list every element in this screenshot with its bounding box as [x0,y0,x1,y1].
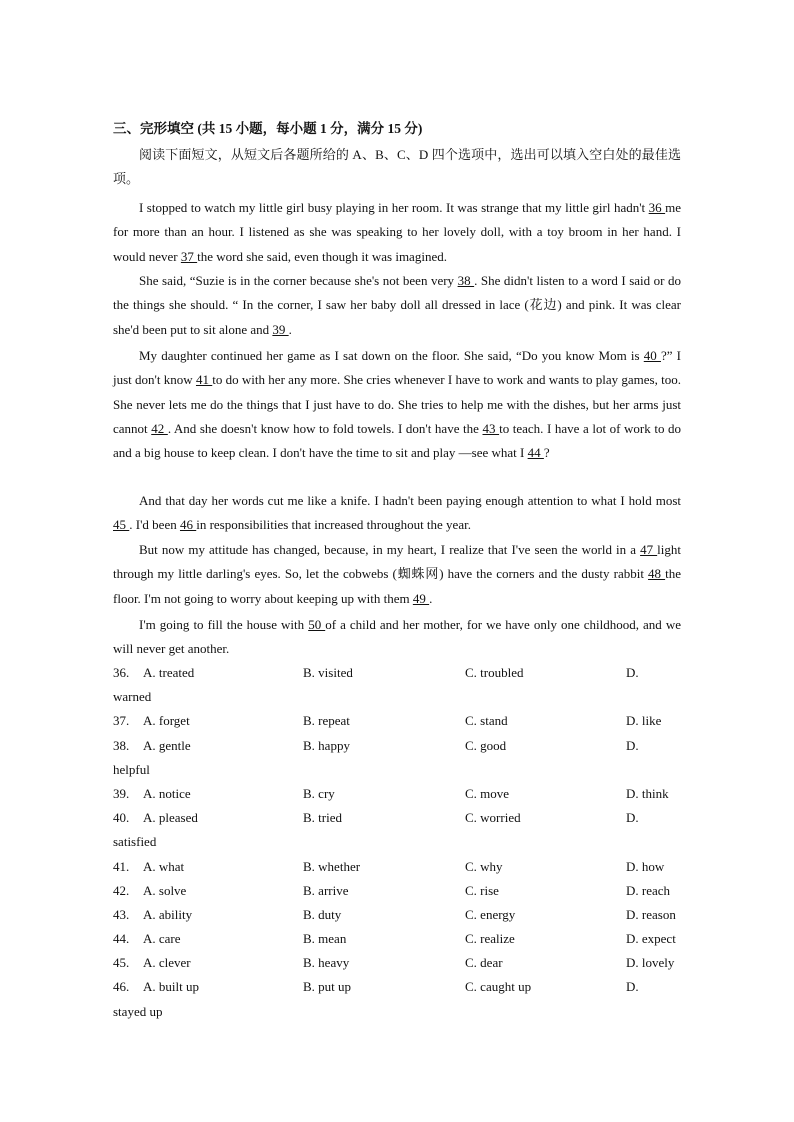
option-b: B. visited [303,665,353,680]
option-c: C. energy [465,906,516,922]
option-b: B. mean [303,931,347,947]
option-b: B. duty [303,906,342,922]
option-a: A. care [143,931,181,947]
option-d: D. like [626,713,662,729]
option-a: A. pleased [143,810,198,826]
question-number: 44. [113,931,130,947]
blank-40: 40 [643,348,661,363]
option-d-continued: satisfied [113,834,157,850]
blank-39: 39 [272,321,289,337]
option-a: A. gentle [143,737,191,753]
option-c: C. move [465,785,510,801]
option-a: A. forget [143,713,190,729]
question-row-38 [113,734,681,782]
option-b: B. heavy [303,955,350,971]
option-d: D. think [626,785,669,801]
question-row-36 [113,661,681,709]
option-a: A. treated [143,665,195,680]
option-a: A. solve [143,882,187,898]
question-row-45 [113,951,681,975]
option-d-continued: stayed up [113,1003,163,1019]
option-b: B. repeat [303,713,350,729]
blank-41: 41 [195,372,213,388]
option-a: A. built up [143,979,199,995]
option-c: C. caught up [465,979,532,995]
passage-paragraph-3: My daughter continued her game as I sat down on the floor. She said, “Do you know Mom is 40 ?” I just don't know 41 to do with her any more. She cries whenever I have to work and wants to play games, too. She never lets me do the things that I just have to do. She tries to help me with the dishes, but her arms just cannot 42 . And she doesn't know how to fold towels. I don't have the 43 to teach. I have a lot of work to do and a big house to keep clean. I don't have the time to sit and play —see what I 44 ? [113,348,682,461]
option-a: A. notice [143,785,191,801]
blank-48: 48 [648,566,666,582]
question-number: 36. [113,665,130,680]
question-number: 46. [113,979,130,995]
question-row-37 [113,709,681,733]
option-d: D. [626,979,639,995]
blank-43: 43 [482,420,500,436]
option-c: C. why [465,858,503,874]
blank-38: 38 [457,273,475,288]
options-list [113,661,681,1024]
question-number: 42. [113,882,130,898]
instructions: 阅读下面短文，从短文后各题所给的 A、B、C、D 四个选项中，选出可以填入空白处的最佳选项。 [113,147,681,187]
passage-paragraph-2: She said, “Suzie is in the corner because she's not been very 38 . She didn't listen to a word I said or do the things she should. “ In the corner, I saw her baby doll all dressed in lace (花边) and pink. It was clear she'd been put to sit alone and 39 . [113,273,682,337]
option-d: D. reason [626,906,676,922]
question-row-44 [113,927,681,951]
question-number: 43. [113,906,130,922]
question-number: 38. [113,737,130,753]
option-d: D. how [626,858,665,874]
question-row-39 [113,782,681,806]
option-d: D. reach [626,882,671,898]
option-b: B. whether [303,858,361,874]
blank-49: 49 [412,590,430,606]
question-row-41 [113,855,681,879]
option-c: C. realize [465,931,515,947]
blank-45: 45 [113,517,130,533]
blank-36: 36 [648,200,666,215]
option-d: D. [626,810,639,826]
question-number: 45. [113,955,130,971]
question-row-42 [113,879,681,903]
blank-47: 47 [640,542,658,557]
passage-paragraph-4: And that day her words cut me like a knife. I hadn't been paying enough attention to what I hold most 45 . I'd been 46 in responsibilities that increased throughout the year. [113,493,681,533]
question-row-43 [113,903,681,927]
option-c: C. worried [465,810,521,826]
blank-42: 42 [151,420,168,436]
option-b: B. cry [303,785,335,801]
option-d: D. lovely [626,955,675,971]
question-row-40 [113,806,681,854]
question-row-46 [113,975,681,1023]
question-number: 39. [113,785,130,801]
option-a: A. clever [143,955,191,971]
option-d: D. expect [626,931,676,947]
option-c: C. stand [465,713,508,729]
option-d: D. [626,737,639,753]
question-number: 40. [113,810,130,826]
option-b: B. arrive [303,882,349,898]
option-b: B. happy [303,737,350,753]
blank-44: 44 [527,445,544,461]
option-c: C. rise [465,882,499,898]
blank-37: 37 [180,248,198,264]
passage-paragraph-1: I stopped to watch my little girl busy playing in her room. It was strange that my little girl hadn't 36 me for more than an hour. I listened as she was speaking to her lovely doll, with a toy broom in her hand. I would never 37 the word she said, even though it was imagined. [113,200,681,264]
passage-paragraph-6: I'm going to fill the house with 50 of a child and her mother, for we have only one childhood, and we will never get another. [113,617,681,657]
question-number: 37. [113,713,130,729]
option-c: C. troubled [465,665,524,680]
option-b: B. tried [303,810,342,826]
section-title: 三、完形填空 (共 15 小题，每小题 1 分，满分 15 分) [113,121,423,136]
blank-46: 46 [179,517,197,533]
option-d-continued: warned [113,689,152,705]
option-d: D. [626,665,639,680]
option-c: C. dear [465,955,503,971]
option-a: A. what [143,858,185,874]
option-a: A. ability [143,906,193,922]
option-d-continued: helpful [113,761,150,777]
option-c: C. good [465,737,507,753]
option-b: B. put up [303,979,352,995]
blank-50: 50 [308,617,326,632]
question-number: 41. [113,858,130,874]
passage-paragraph-5: But now my attitude has changed, because, in my heart, I realize that I've seen the world in a 47 light through my little darling's eyes. So, let the cobwebs (蜘蛛网) have the corners and the dusty rabbit 48 the floor. I'm not going to worry about keeping up with them 49 . [113,542,682,606]
